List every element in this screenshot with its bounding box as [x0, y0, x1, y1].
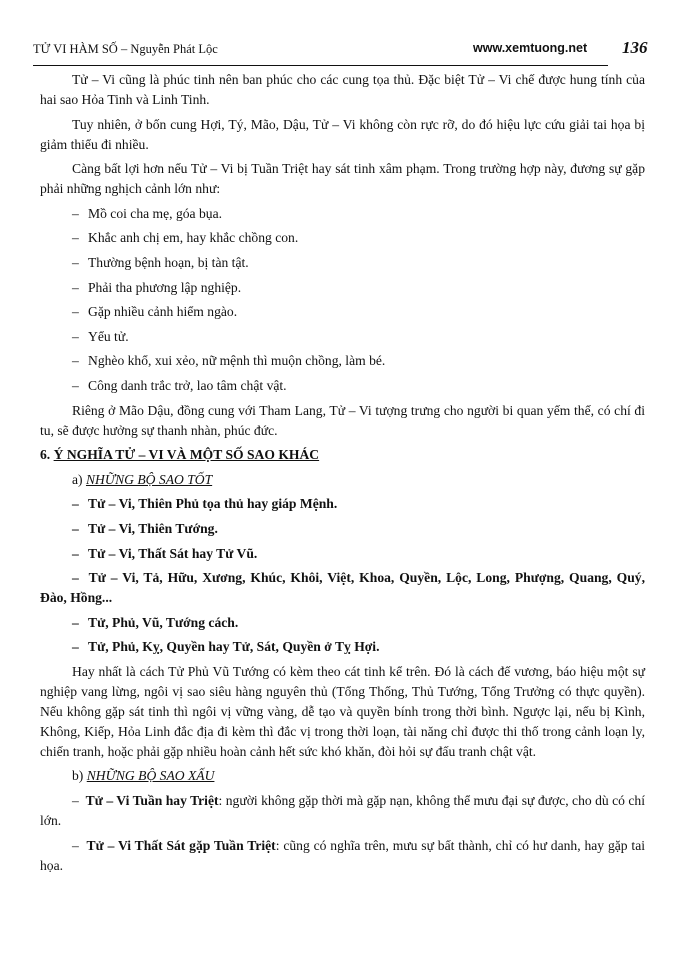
website-link[interactable]: www.xemtuong.net: [473, 41, 588, 55]
dash-bullet: –: [72, 520, 79, 536]
subsection-heading-bad: [40, 766, 645, 786]
subsection-label: a): [72, 471, 83, 487]
list-item: [40, 494, 645, 514]
list-item-text: Yểu tử.: [88, 328, 129, 344]
bad-combo-list: [40, 791, 645, 876]
list-item-text: Tử – Vi, Thất Sát hay Tử Vũ.: [88, 545, 258, 561]
list-item-text: Tử – Vi, Thiên Tướng.: [88, 520, 218, 536]
dash-bullet: –: [72, 304, 79, 320]
list-item-text: Tử – Vi, Thiên Phủ tọa thủ hay giáp Mệnh.: [88, 496, 338, 512]
list-item: [40, 836, 645, 876]
dash-bullet: –: [72, 614, 79, 630]
paragraph: Hay nhất là cách Tử Phủ Vũ Tướng có kèm theo cát tinh kể trên. Đó là cách đế vương, báo hiệu một sự nghiệp vang lừng, ngôi vị sao siêu hàng nguyên thủ (Tổng Thống, Thủ Tướng, Tổng Trưởng có thực quyền). Nếu không gặp sát tinh thì ngôi vị vững vàng, dễ tạo và quyền bính trong thời bình. Ngược lại, nếu bị Kình, Không, Kiếp, Hỏa Linh đắc địa đi kèm thì đắc vị trong thời loạn, tài năng chỉ được thi thố trong cảnh loạn ly, chiến tranh, hoặc phải gặp nhiều hoàn cảnh hết sức khó khăn, đòi hỏi sự đấu tranh chật vật.: [40, 663, 645, 759]
dash-bullet: –: [72, 837, 79, 853]
list-item: [40, 204, 645, 224]
list-item-text: Gặp nhiều cảnh hiểm ngào.: [88, 304, 238, 320]
section-heading: [40, 445, 645, 465]
subsection-heading-good: [40, 470, 645, 490]
list-item-text: Nghèo khổ, xui xẻo, nữ mệnh thì muộn chồng, làm bé.: [88, 353, 386, 369]
list-item: [40, 376, 645, 396]
paragraph: Riêng ở Mão Dậu, đồng cung với Tham Lang, Tử – Vi tượng trưng cho người bi quan yếm thế, có chí đi tu, sẽ được hưởng sự thanh nhàn, phúc đức.: [40, 402, 645, 438]
misfortune-list: [40, 204, 645, 396]
dash-bullet: –: [72, 496, 79, 512]
paragraph: Càng bất lợi hơn nếu Tử – Vi bị Tuần Triệt hay sát tinh xâm phạm. Trong trường hợp này, đương sự gặp phải những nghịch cảnh lớn như:: [40, 161, 645, 197]
list-item: [40, 519, 645, 539]
combo-description: : người không gặp thời mà gặp nạn, không thể mưu đại sự được, cho dù có chí lớn.: [40, 793, 646, 829]
subsection-title: NHỮNG BỘ SAO XẤU: [86, 768, 215, 784]
list-item: [40, 302, 645, 322]
list-item: [40, 613, 645, 633]
combo-description: : cũng có nghĩa trên, mưu sự bất thành, chỉ có hư danh, hay gặp tai họa.: [40, 837, 646, 873]
dash-bullet: –: [72, 639, 79, 655]
list-item-text: Tử, Phủ, Kỵ, Quyền hay Tử, Sát, Quyền ở Tỵ Hợi.: [88, 639, 380, 655]
subsection-title: NHỮNG BỘ SAO TỐT: [85, 471, 213, 487]
list-item: [40, 253, 645, 273]
list-item-text: Thường bệnh hoạn, bị tàn tật.: [88, 254, 249, 270]
dash-bullet: –: [72, 230, 79, 246]
section-number: 6.: [40, 447, 51, 463]
dash-bullet: –: [72, 353, 79, 369]
book-title: TỬ VI HÀM SỐ – Nguyễn Phát Lộc: [33, 42, 218, 56]
page-content: [40, 70, 645, 880]
list-item-text: Công danh trắc trở, lao tâm chật vật.: [88, 377, 287, 393]
page-header: [33, 38, 648, 62]
subsection-label: b): [72, 768, 84, 784]
list-item-text: Khắc anh chị em, hay khắc chồng con.: [88, 230, 299, 246]
list-item: [40, 351, 645, 371]
list-item-text: Tử – Vi, Tả, Hữu, Xương, Khúc, Khôi, Việt, Khoa, Quyền, Lộc, Long, Phượng, Quang, Quý, Đào, Hồng...: [40, 570, 645, 606]
combo-term: Tử – Vi Thất Sát gặp Tuần Triệt: [86, 837, 276, 853]
list-item: [40, 327, 645, 347]
list-item-text: Mồ coi cha mẹ, góa bụa.: [88, 205, 223, 221]
list-item: [40, 278, 645, 298]
list-item: [40, 228, 645, 248]
list-item: [40, 568, 645, 608]
header-divider: [33, 65, 608, 66]
list-item: [40, 791, 645, 831]
dash-bullet: –: [72, 328, 79, 344]
list-item: [40, 637, 645, 657]
dash-bullet: –: [72, 254, 79, 270]
dash-bullet: –: [72, 205, 79, 221]
list-item-text: Phải tha phương lập nghiệp.: [88, 279, 242, 295]
paragraph: Tử – Vi cũng là phúc tinh nên ban phúc cho các cung tọa thủ. Đặc biệt Tử – Vi chế được hung tính của hai sao Hỏa Tinh và Linh Tinh.: [40, 72, 645, 107]
list-item-text: Tử, Phủ, Vũ, Tướng cách.: [88, 614, 239, 630]
list-item: [40, 544, 645, 564]
dash-bullet: –: [72, 279, 79, 295]
combo-term: Tử – Vi Tuần hay Triệt: [85, 793, 219, 809]
dash-bullet: –: [72, 570, 79, 586]
dash-bullet: –: [72, 545, 79, 561]
paragraph: Tuy nhiên, ở bốn cung Hợi, Tý, Mão, Dậu, Tử – Vi không còn rực rỡ, do đó hiệu lực cứu giải tai họa bị giảm thiểu đi nhiều.: [40, 116, 645, 152]
good-combo-list: [40, 494, 645, 657]
section-title: Ý NGHĨA TỬ – VI VÀ MỘT SỐ SAO KHÁC: [53, 447, 320, 463]
page-number: 136: [622, 38, 648, 57]
dash-bullet: –: [72, 377, 79, 393]
dash-bullet: –: [72, 793, 79, 809]
